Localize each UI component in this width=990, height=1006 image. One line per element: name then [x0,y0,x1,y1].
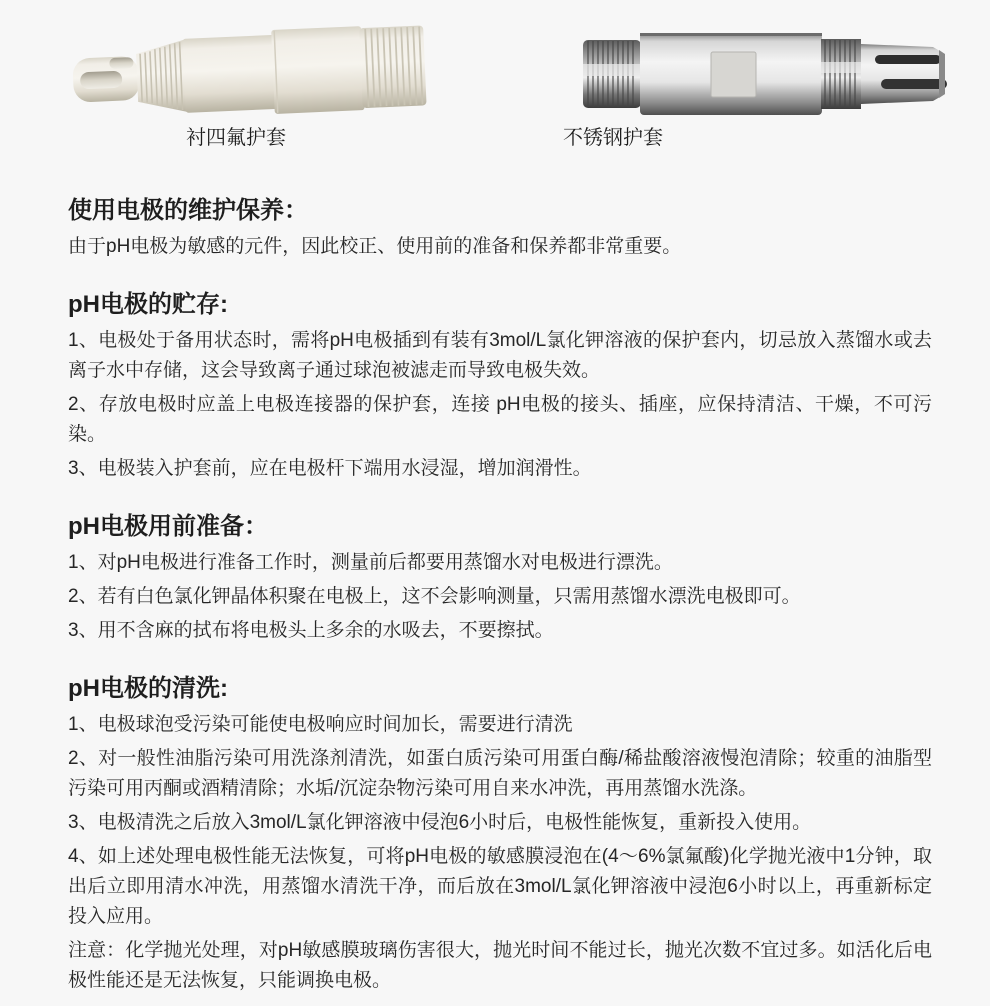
ptfe-sleeve-photo [73,24,427,122]
cleaning-item-4: 4、如上述处理电极性能无法恢复，可将pH电极的敏感膜浸泡在(4～6%氯氟酸)化学抛光液中1分钟，取出后立即用清水冲洗，用蒸馏水清洗干净，而后放在3mol/L氯化钾溶液中浸泡6小时以上，再重新标定投入应用。 [68,846,932,927]
preparation-item-3: 3、用不含麻的拭布将电极头上多余的水吸去，不要擦拭。 [68,620,554,641]
ptfe-sleeve-caption: 衬四氟护套 [186,127,286,149]
cleaning-item-2: 2、对一般性油脂污染可用洗涤剂清洗，如蛋白质污染可用蛋白酶/稀盐酸溶液慢泡清除；较重的油脂型污染可用丙酮或酒精清除；水垢/沉淀杂物污染可用自来水冲洗，再用蒸馏水洗涤。 [68,748,932,799]
cleaning-note: 注意：化学抛光处理，对pH敏感膜玻璃伤害很大，抛光时间不能过长，抛光次数不宜过多。如活化后电极性能还是无法恢复，只能调换电极。 [68,940,932,991]
cleaning-item-3: 3、电极清洗之后放入3mol/L氯化钾溶液中侵泡6小时后，电极性能恢复，重新投入使用。 [68,812,812,833]
storage-item-2: 2、存放电极时应盖上电极连接器的保护套，连接 pH电极的接头、插座，应保持清洁、干燥，不可污染。 [68,394,932,445]
stainless-sleeve-caption: 不锈钢护套 [563,127,663,149]
maintenance-instructions [0,194,990,996]
storage-item-1: 1、电极处于备用状态时，需将pH电极插到有装有3mol/L氯化钾溶液的保护套内，切忌放入蒸馏水或去离子水中存储，这会导致离子通过球泡被滤走而导致电极失效。 [68,330,932,381]
stainless-sleeve-photo [583,32,947,116]
product-images-row [0,0,990,158]
section-heading-cleaning: pH电极的清洗: [68,675,228,702]
cleaning-item-1: 1、电极球泡受污染可能使电极响应时间加长，需要进行清洗 [68,714,573,735]
preparation-item-1: 1、对pH电极进行准备工作时，测量前后都要用蒸馏水对电极进行漂洗。 [68,552,673,573]
section-heading-preparation: pH电极用前准备： [68,513,268,540]
maintenance-intro-text: 由于pH电极为敏感的元件，因此校正、使用前的准备和保养都非常重要。 [68,236,682,257]
storage-item-3: 3、电极装入护套前，应在电极杆下端用水浸湿，增加润滑性。 [68,458,592,479]
section-heading-storage: pH电极的贮存: [68,291,228,318]
section-heading-maintenance: 使用电极的维护保养： [68,197,308,224]
preparation-item-2: 2、若有白色氯化钾晶体积聚在电极上，这不会影响测量，只需用蒸馏水漂洗电极即可。 [68,586,801,607]
